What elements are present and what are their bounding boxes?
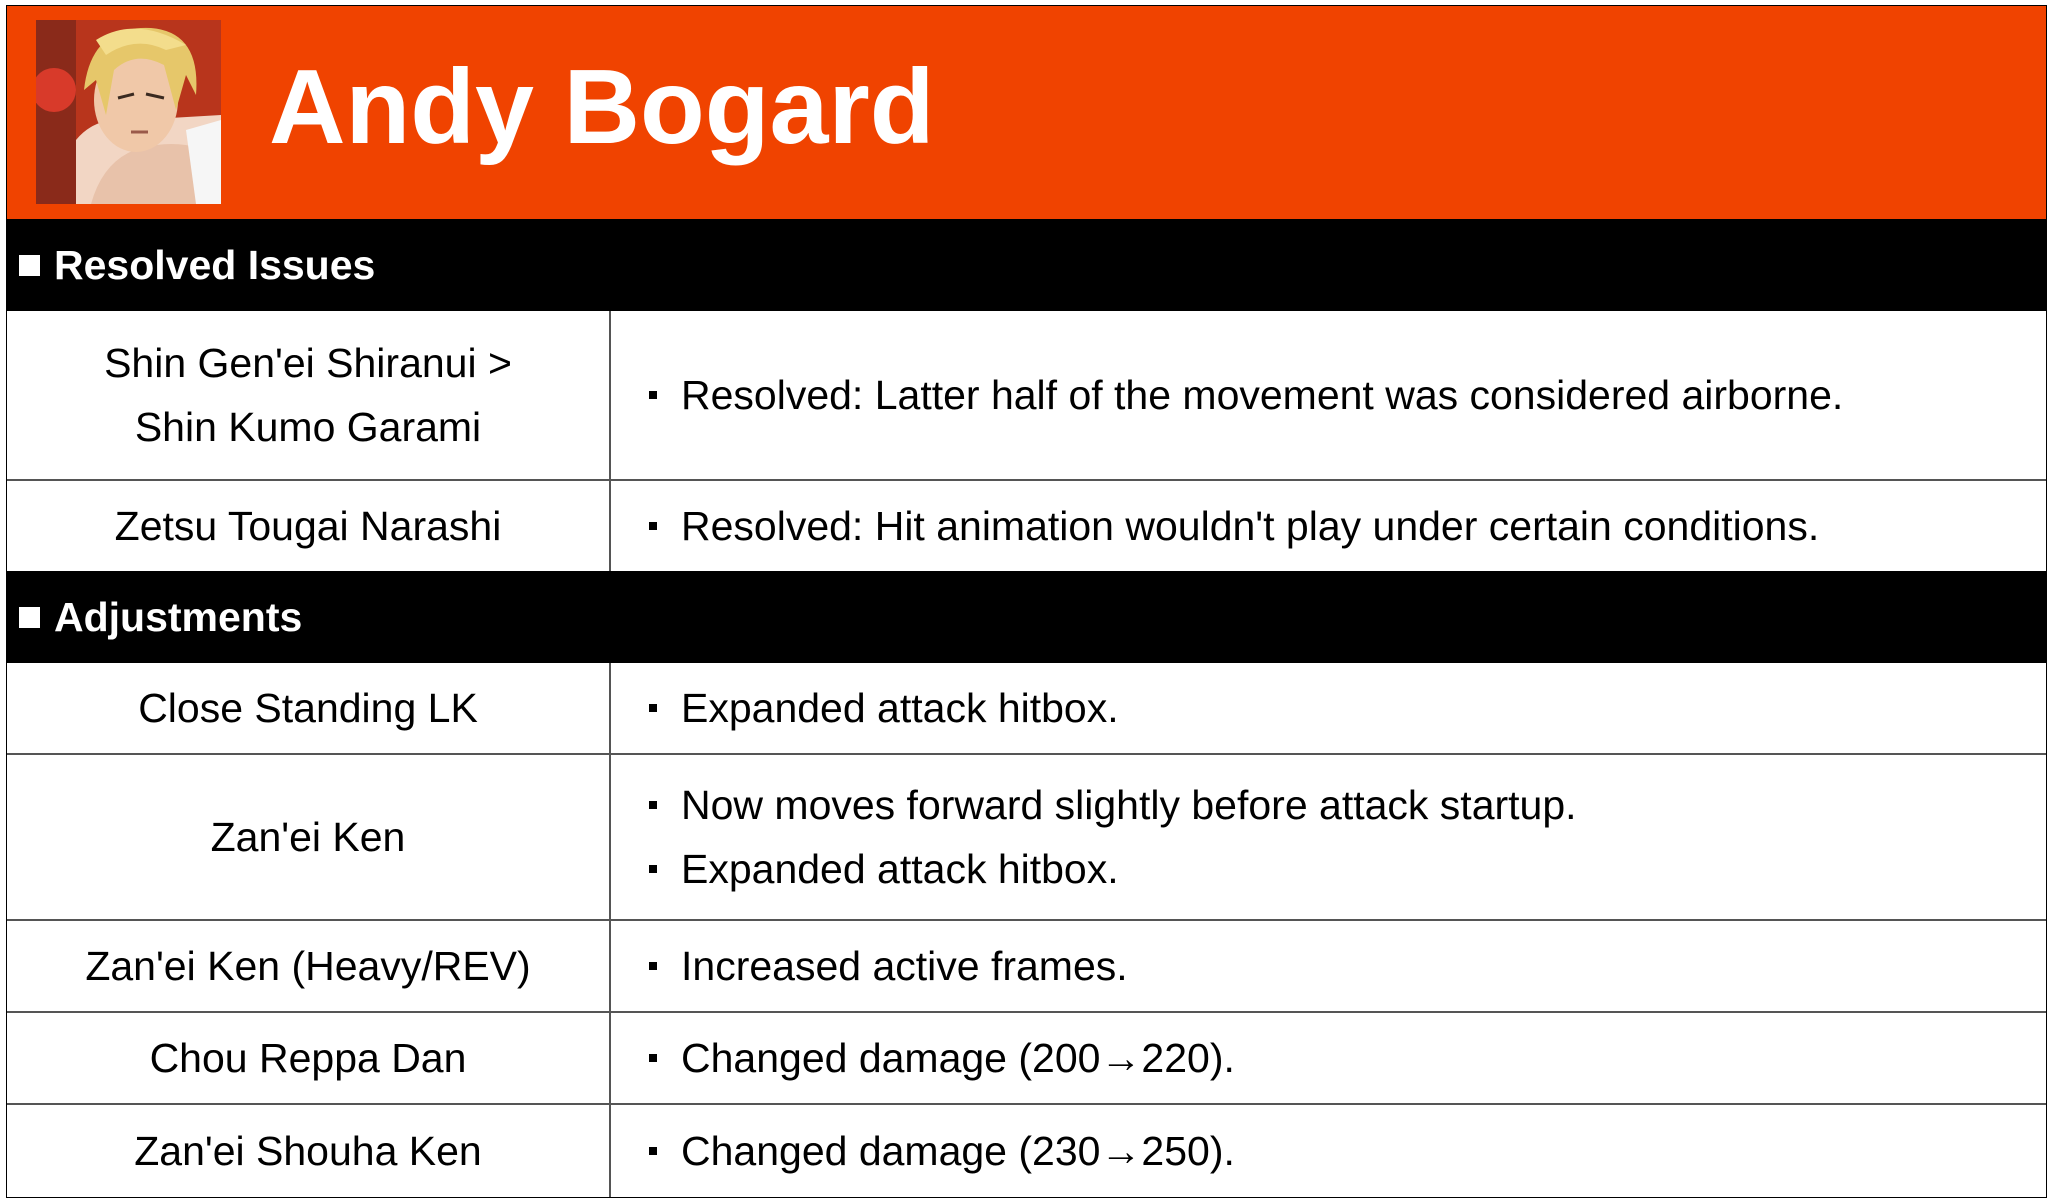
table-row — [7, 921, 2046, 1013]
move-name-line: Zetsu Tougai Narashi — [114, 503, 502, 549]
bullet-dot-icon — [649, 522, 657, 530]
move-name-cell — [7, 311, 611, 479]
change-note — [681, 676, 2046, 740]
change-note-text: Resolved: Hit animation wouldn't play under certain conditions. — [681, 503, 1820, 549]
table-row — [7, 755, 2046, 921]
move-name-line: Zan'ei Ken (Heavy/REV) — [85, 943, 531, 989]
change-note — [681, 1119, 2046, 1183]
change-note — [681, 773, 2046, 837]
bullet-dot-icon — [649, 801, 657, 809]
resolved-issues-table — [7, 311, 2046, 571]
move-name-cell — [7, 755, 611, 919]
change-note-text: Expanded attack hitbox. — [681, 846, 1119, 892]
character-name-title: Andy Bogard — [269, 48, 935, 166]
move-name-line: Shin Kumo Garami — [134, 404, 482, 450]
bullet-dot-icon — [649, 865, 657, 873]
bullet-dot-icon — [649, 704, 657, 712]
adjustments-table — [7, 663, 2046, 1197]
change-note — [681, 1026, 2046, 1090]
move-name-cell — [7, 1013, 611, 1103]
change-note — [681, 837, 2046, 901]
change-notes-cell — [611, 311, 2046, 479]
bullet-dot-icon — [649, 962, 657, 970]
move-name-cell — [7, 663, 611, 753]
section-title: Resolved Issues — [54, 241, 376, 288]
character-portrait-icon — [36, 20, 221, 204]
change-notes-cell — [611, 1105, 2046, 1197]
move-name-line: Zan'ei Ken — [210, 814, 406, 860]
move-name-cell — [7, 481, 611, 571]
change-note-text: Increased active frames. — [681, 943, 1128, 989]
change-note — [681, 363, 2046, 427]
section-header-adjustments — [7, 571, 2046, 663]
table-row — [7, 1105, 2046, 1197]
change-note-text: Now moves forward slightly before attack startup. — [681, 782, 1577, 828]
change-notes-cell — [611, 663, 2046, 753]
table-row — [7, 1013, 2046, 1105]
bullet-dot-icon — [649, 1147, 657, 1155]
patch-notes-sheet — [6, 5, 2047, 1198]
section-title: Adjustments — [54, 593, 303, 640]
bullet-dot-icon — [649, 1054, 657, 1062]
change-note-text: Changed damage (230→250). — [681, 1128, 1235, 1174]
move-name-line: Shin Gen'ei Shiranui > — [104, 340, 512, 386]
table-row — [7, 311, 2046, 481]
move-name-line: Chou Reppa Dan — [149, 1035, 467, 1081]
move-name-line: Zan'ei Shouha Ken — [134, 1128, 482, 1174]
change-note-text: Expanded attack hitbox. — [681, 685, 1119, 731]
table-row — [7, 663, 2046, 755]
square-bullet-icon — [19, 255, 40, 276]
move-name-line: Close Standing LK — [138, 685, 478, 731]
table-row — [7, 481, 2046, 571]
section-header-resolved-issues — [7, 219, 2046, 311]
change-notes-cell — [611, 755, 2046, 919]
change-note-text: Changed damage (200→220). — [681, 1035, 1235, 1081]
square-bullet-icon — [19, 607, 40, 628]
change-note — [681, 494, 2046, 558]
change-note — [681, 934, 2046, 998]
move-name-cell — [7, 921, 611, 1011]
change-note-text: Resolved: Latter half of the movement was considered airborne. — [681, 372, 1844, 418]
character-header — [7, 6, 2046, 219]
change-notes-cell — [611, 921, 2046, 1011]
change-notes-cell — [611, 481, 2046, 571]
change-notes-cell — [611, 1013, 2046, 1103]
bullet-dot-icon — [649, 391, 657, 399]
move-name-cell — [7, 1105, 611, 1197]
